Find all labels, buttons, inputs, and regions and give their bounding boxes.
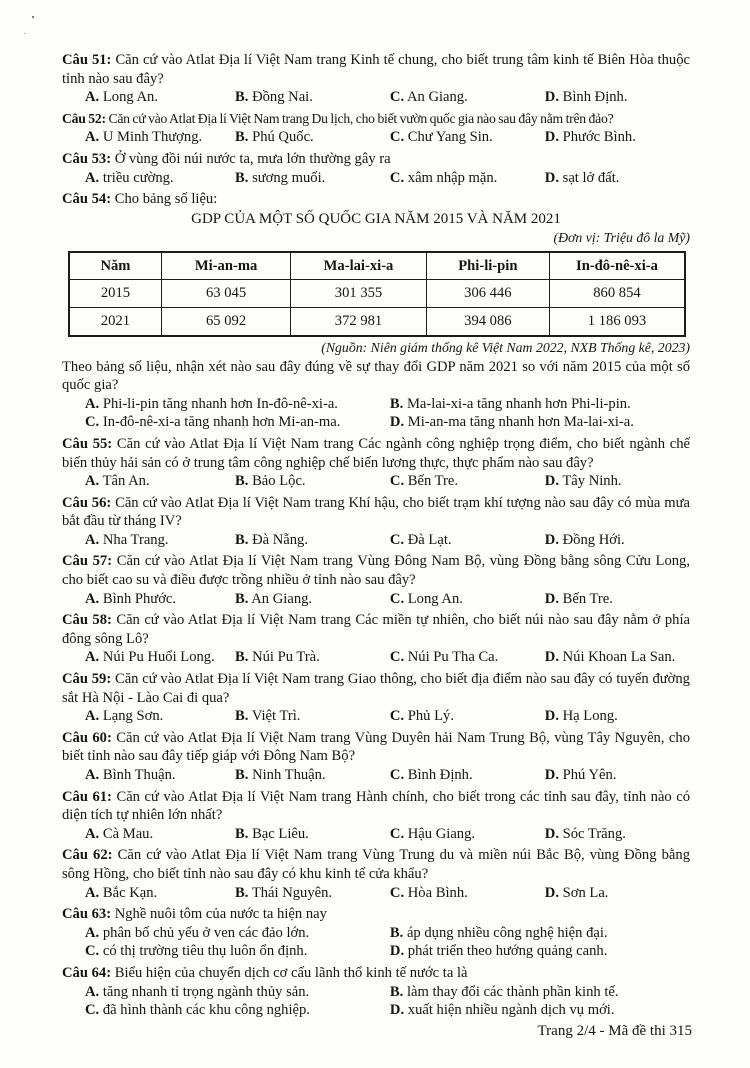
option-letter: A.: [85, 708, 100, 725]
option-text: Sóc Trăng.: [562, 825, 626, 842]
question-text: [62, 110, 690, 129]
exam-content: [62, 48, 690, 1020]
option-text: Đồng Hới.: [562, 531, 625, 548]
option-text: Đà Lạt.: [407, 531, 452, 548]
option-d: [545, 707, 690, 726]
table-cell: 306 446: [426, 279, 549, 307]
option-text: Đồng Nai.: [252, 89, 313, 106]
question-text: [62, 494, 690, 531]
question-63: [62, 905, 690, 961]
question-text: [62, 788, 690, 825]
option-b: [235, 648, 390, 667]
question-number: Câu 62:: [62, 847, 113, 864]
option-b: [235, 169, 390, 188]
question-number: Câu 52:: [62, 110, 106, 126]
option-text: Phú Quốc.: [252, 129, 314, 146]
options-row: [62, 825, 690, 844]
question-62: [62, 846, 690, 902]
option-c: [390, 766, 545, 785]
option-letter: C.: [389, 884, 405, 901]
option-letter: C.: [389, 531, 405, 548]
option-letter: C.: [389, 129, 405, 146]
option-letter: C.: [389, 649, 405, 666]
question-51: [62, 51, 690, 107]
option-letter: A.: [85, 395, 100, 412]
question-58: [62, 611, 690, 667]
table-header-cell: Phi-li-pin: [426, 252, 549, 280]
option-letter: D.: [544, 884, 559, 901]
table-cell: 372 981: [291, 307, 427, 336]
question-text: [62, 670, 690, 707]
question-intro: [62, 190, 690, 209]
option-text: Núi Pu Huổi Long.: [102, 649, 215, 666]
option-d: [390, 942, 690, 961]
option-b: [235, 128, 390, 147]
option-text: xuất hiện nhiều ngành dịch vụ mới.: [407, 1002, 615, 1019]
question-56: [62, 494, 690, 550]
option-a: [85, 983, 390, 1002]
option-d: [545, 766, 690, 785]
option-c: [390, 472, 545, 491]
option-letter: A.: [85, 531, 100, 548]
option-a: [85, 884, 235, 903]
option-text: sương muối.: [252, 169, 326, 186]
option-a: [85, 395, 390, 414]
option-b: [390, 395, 690, 414]
option-d: [545, 884, 690, 903]
option-letter: C.: [389, 767, 405, 783]
option-d: [545, 531, 690, 550]
option-letter: D.: [544, 129, 559, 146]
question-body: Căn cứ vào Atlat Địa lí Việt Nam trang Hành chính, cho biết trong các tỉnh sau đây, tỉnh nào có diện tích tự nhiên lớn nhất?: [62, 788, 691, 824]
option-letter: A.: [85, 884, 100, 901]
option-b: [235, 766, 390, 785]
option-b: [235, 472, 390, 491]
option-text: Núi Khoan La San.: [562, 649, 676, 666]
option-letter: C.: [389, 825, 405, 842]
option-a: [85, 707, 235, 726]
option-text: An Giang.: [406, 89, 468, 106]
option-text: Phi-li-pin tăng nhanh hơn In-đô-nê-xi-a.: [102, 395, 338, 412]
option-c: [390, 884, 545, 903]
option-letter: A.: [85, 649, 100, 666]
options-grid: [62, 395, 690, 432]
option-a: [85, 924, 390, 943]
option-text: Bến Tre.: [562, 590, 613, 607]
options-row: [62, 472, 690, 491]
table-unit-note: (Đơn vị: Triệu đô la Mỹ): [553, 230, 690, 246]
option-a: [85, 531, 235, 550]
option-letter: D.: [544, 89, 559, 106]
option-text: Bình Thuận.: [102, 767, 176, 783]
option-d: [390, 1001, 690, 1020]
option-c: [390, 648, 545, 667]
table-header-cell: Năm: [69, 252, 161, 280]
option-d: [390, 413, 690, 432]
option-text: Bắc Kạn.: [102, 884, 158, 901]
question-body: Biểu hiện của chuyển dịch cơ cấu lãnh thổ kinh tế nước ta là: [114, 964, 468, 981]
table-header-cell: Ma-lai-xi-a: [291, 252, 427, 280]
question-body: Theo bảng số liệu, nhận xét nào sau đây đúng về sự thay đổi GDP năm 2021 so với năm 2015 của một số quốc gia?: [62, 358, 690, 394]
option-c: [390, 169, 545, 188]
question-text: [62, 905, 690, 924]
option-text: Bình Định.: [562, 89, 628, 106]
option-text: sạt lở đất.: [562, 169, 620, 186]
options-row: [62, 128, 690, 147]
option-letter: C.: [389, 708, 405, 725]
option-a: [85, 128, 235, 147]
option-text: Phú Yên.: [562, 767, 617, 783]
table-header-cell: In-đô-nê-xi-a: [549, 252, 685, 280]
option-letter: D.: [389, 414, 405, 431]
option-letter: D.: [544, 590, 559, 607]
table-cell: 65 092: [161, 307, 290, 336]
option-a: [85, 472, 235, 491]
option-text: đã hình thành các khu công nghiệp.: [102, 1002, 310, 1019]
option-b: [235, 825, 390, 844]
option-text: xâm nhập mặn.: [407, 169, 498, 186]
question-body: Căn cứ vào Atlat Địa lí Việt Nam trang Giao thông, cho biết địa điểm nào sau đây có tuyến đường sắt Hà Nội - Lào Cai đi qua?: [62, 671, 690, 706]
option-c: [85, 942, 390, 961]
question-number: Câu 60:: [62, 729, 112, 746]
option-text: An Giang.: [251, 590, 313, 607]
option-text: Mi-an-ma tăng nhanh hơn Ma-lai-xi-a.: [407, 414, 634, 431]
option-a: [85, 766, 235, 785]
option-letter: A.: [85, 767, 100, 783]
option-text: Tây Ninh.: [562, 473, 622, 490]
option-text: Sơn La.: [562, 884, 609, 901]
option-text: Bình Phước.: [102, 590, 177, 607]
option-b: [235, 884, 390, 903]
option-letter: B.: [235, 649, 249, 666]
option-letter: C.: [389, 473, 405, 490]
table-cell: 301 355: [291, 279, 427, 307]
page-footer: Trang 2/4 - Mã đề thi 315: [537, 1023, 692, 1039]
option-b: [235, 88, 390, 107]
question-number: Câu 63:: [62, 906, 112, 923]
option-c: [390, 531, 545, 550]
table-cell: 394 086: [426, 307, 549, 336]
question-text: [62, 846, 690, 883]
options-row: [62, 531, 690, 550]
option-letter: B.: [235, 473, 249, 490]
option-d: [545, 648, 690, 667]
scan-speck: [24, 33, 26, 34]
table-cell: 63 045: [161, 279, 290, 307]
option-a: [85, 825, 235, 844]
option-text: tăng nhanh tỉ trọng ngành thủy sản.: [102, 983, 310, 1000]
option-d: [545, 169, 690, 188]
option-d: [545, 128, 690, 147]
options-row: [62, 884, 690, 903]
table-row: [69, 307, 685, 336]
option-text: Lạng Sơn.: [102, 708, 164, 725]
question-text: [62, 552, 690, 589]
option-letter: B.: [235, 884, 249, 901]
table-cell: 860 854: [549, 279, 685, 307]
question-body: Căn cứ vào Atlat Địa lí Việt Nam trang Các ngành công nghiệp trọng điểm, cho biết ngành chế biến thủy hải sản có ở trung tâm công nghiệp chế biến lương thực, thực phẩm nào sau đây?: [62, 435, 691, 471]
options-row: [62, 169, 690, 188]
table-row: [69, 279, 685, 307]
option-letter: D.: [544, 767, 559, 783]
option-letter: C.: [389, 590, 405, 607]
question-body: Căn cứ vào Atlat Địa lí Việt Nam trang Du lịch, cho biết vườn quốc gia nào sau đây nằm trên đảo?: [108, 110, 614, 126]
option-text: Bến Tre.: [407, 473, 459, 490]
option-d: [545, 825, 690, 844]
option-text: làm thay đổi các thành phần kinh tế.: [406, 983, 619, 1000]
option-text: Hạ Long.: [562, 708, 618, 725]
option-letter: D.: [544, 825, 559, 842]
option-a: [85, 169, 235, 188]
option-letter: A.: [85, 825, 100, 842]
question-number: Câu 53:: [62, 150, 112, 167]
question-55: [62, 435, 690, 491]
option-text: Long An.: [407, 590, 463, 607]
option-text: Hậu Giang.: [407, 825, 476, 842]
table-header-cell: Mi-an-ma: [161, 252, 290, 280]
option-text: Nha Trang.: [102, 531, 169, 548]
option-d: [545, 88, 690, 107]
option-letter: A.: [85, 169, 100, 186]
option-letter: B.: [235, 767, 249, 783]
question-text: [62, 358, 690, 395]
question-57: [62, 552, 690, 608]
option-text: áp dụng nhiều công nghệ hiện đại.: [406, 924, 608, 941]
question-text: [62, 150, 690, 169]
question-61: [62, 788, 690, 844]
option-c: [390, 128, 545, 147]
option-text: Bạc Liêu.: [252, 825, 309, 842]
options-row: [62, 88, 690, 107]
option-letter: D.: [389, 943, 405, 960]
options-row: [62, 590, 690, 609]
question-text: [62, 964, 690, 983]
question-53: [62, 150, 690, 187]
question-number: Câu 51:: [62, 52, 112, 68]
option-letter: B.: [235, 169, 249, 186]
question-number: Câu 64:: [62, 964, 112, 981]
option-b: [235, 707, 390, 726]
option-c: [390, 707, 545, 726]
option-c: [85, 1001, 390, 1020]
question-52: [62, 110, 690, 147]
question-60: [62, 729, 690, 785]
option-b: [390, 983, 690, 1002]
option-b: [235, 531, 390, 550]
option-letter: B.: [235, 89, 249, 106]
option-letter: B.: [389, 395, 404, 412]
option-letter: B.: [235, 590, 249, 607]
option-b: [390, 924, 690, 943]
scan-speck: [32, 16, 34, 18]
question-body: Căn cứ vào Atlat Địa lí Việt Nam trang Khí hậu, cho biết trạm khí tượng nào sau đây có mùa mưa bắt đầu từ tháng IV?: [62, 494, 690, 530]
question-number: Câu 58:: [62, 612, 112, 629]
options-grid: [62, 924, 690, 961]
option-text: Bảo Lộc.: [252, 473, 306, 490]
table-source-note: (Nguồn: Niên giám thống kê Việt Nam 2022, NXB Thống kê, 2023): [321, 339, 690, 355]
option-letter: B.: [235, 825, 249, 842]
gdp-table: [68, 251, 686, 337]
option-text: Bình Định.: [407, 767, 473, 783]
option-letter: C.: [389, 169, 405, 186]
option-text: Đà Nẵng.: [252, 531, 309, 548]
question-54: [62, 190, 690, 432]
option-letter: D.: [544, 531, 559, 548]
option-letter: A.: [85, 129, 100, 146]
option-text: phát triển theo hướng quảng canh.: [407, 943, 608, 960]
option-letter: A.: [85, 473, 100, 490]
option-text: In-đô-nê-xi-a tăng nhanh hơn Mi-an-ma.: [102, 414, 341, 431]
option-c: [390, 590, 545, 609]
question-body: Căn cứ vào Atlat Địa lí Việt Nam trang Kinh tế chung, cho biết trung tâm kinh tế Biên Hòa thuộc tỉnh nào sau đây?: [62, 52, 690, 87]
table-cell: 2015: [69, 279, 161, 307]
question-text: [62, 51, 690, 88]
question-number: Câu 55:: [62, 435, 113, 452]
question-text: [62, 435, 690, 472]
option-letter: B.: [389, 924, 404, 941]
option-letter: A.: [85, 590, 100, 607]
option-letter: C.: [85, 1002, 100, 1019]
options-row: [62, 648, 690, 667]
table-header-row: [69, 252, 685, 280]
option-text: có thị trường tiêu thụ luôn ổn định.: [102, 943, 308, 960]
question-number: Câu 61:: [62, 788, 112, 805]
option-text: Long An.: [102, 89, 158, 106]
question-number: Câu 59:: [62, 671, 112, 688]
option-letter: B.: [235, 531, 249, 548]
option-text: Việt Trì.: [251, 708, 301, 725]
option-text: Chư Yang Sin.: [407, 129, 493, 146]
option-letter: A.: [85, 89, 100, 106]
table-cell: 1 186 093: [549, 307, 685, 336]
option-letter: D.: [389, 1002, 405, 1019]
question-text: [62, 729, 690, 766]
option-text: Hòa Bình.: [407, 884, 468, 901]
option-a: [85, 590, 235, 609]
options-grid: [62, 983, 690, 1020]
option-d: [545, 472, 690, 491]
option-letter: C.: [389, 89, 405, 106]
option-c: [390, 88, 545, 107]
option-a: [85, 648, 235, 667]
option-b: [235, 590, 390, 609]
question-number: Câu 57:: [62, 553, 113, 570]
table-title: GDP CỦA MỘT SỐ QUỐC GIA NĂM 2015 VÀ NĂM 2021: [191, 210, 561, 227]
option-text: triều cường.: [102, 169, 174, 186]
option-letter: A.: [85, 983, 100, 1000]
options-row: [62, 707, 690, 726]
question-59: [62, 670, 690, 726]
option-letter: B.: [235, 129, 249, 146]
option-letter: D.: [544, 169, 559, 186]
option-letter: D.: [544, 649, 559, 666]
option-text: U Minh Thượng.: [102, 129, 203, 146]
question-body: Căn cứ vào Atlat Địa lí Việt Nam trang Các miền tự nhiên, cho biết núi nào sau đây nằm ở phía đông sông Lô?: [62, 612, 690, 647]
option-text: Núi Pu Trà.: [252, 649, 320, 666]
option-text: Tân An.: [102, 473, 150, 490]
question-text: [62, 611, 690, 648]
question-intro-text: Cho bảng số liệu:: [114, 191, 218, 208]
question-body: Căn cứ vào Atlat Địa lí Việt Nam trang Vùng Duyên hải Nam Trung Bộ, vùng Tây Nguyên, cho biết tỉnh nào sau đây tiếp giáp với Đông Nam Bộ?: [62, 729, 690, 765]
options-row: [62, 766, 690, 785]
option-text: Cà Mau.: [102, 825, 154, 842]
option-letter: C.: [85, 943, 100, 960]
question-number: Câu 54:: [62, 191, 112, 208]
question-body: Nghề nuôi tôm của nước ta hiện nay: [114, 906, 327, 923]
question-body: Ở vùng đồi núi nước ta, mưa lớn thường gây ra: [114, 150, 391, 167]
question-number: Câu 56:: [62, 494, 112, 511]
option-text: Ma-lai-xi-a tăng nhanh hơn Phi-li-pin.: [406, 395, 631, 412]
option-letter: B.: [235, 708, 249, 725]
option-text: Thái Nguyên.: [251, 884, 333, 901]
question-body: Căn cứ vào Atlat Địa lí Việt Nam trang Vùng Đông Nam Bộ, vùng Đồng bằng sông Cửu Long, cho biết cao su và điều được trồng nhiều ở tỉnh nào sau đây?: [62, 553, 690, 589]
option-text: Phủ Lý.: [407, 708, 454, 725]
option-letter: B.: [389, 983, 404, 1000]
option-letter: C.: [85, 414, 100, 431]
option-text: Ninh Thuận.: [252, 767, 326, 783]
option-text: Phước Bình.: [562, 129, 636, 146]
option-d: [545, 590, 690, 609]
option-c: [390, 825, 545, 844]
table-cell: 2021: [69, 307, 161, 336]
option-letter: D.: [544, 708, 559, 725]
option-c: [85, 413, 390, 432]
option-letter: A.: [85, 924, 100, 941]
option-text: phân bố chủ yếu ở ven các đảo lớn.: [102, 924, 310, 941]
option-a: [85, 88, 235, 107]
option-text: Núi Pu Tha Ca.: [407, 649, 499, 666]
question-body: Căn cứ vào Atlat Địa lí Việt Nam trang Vùng Trung du và miền núi Bắc Bộ, vùng Đồng bằng sông Hồng, cho biết tỉnh nào sau đây có khu kinh tế cửa khẩu?: [62, 847, 690, 882]
question-64: [62, 964, 690, 1020]
option-letter: D.: [544, 473, 559, 490]
